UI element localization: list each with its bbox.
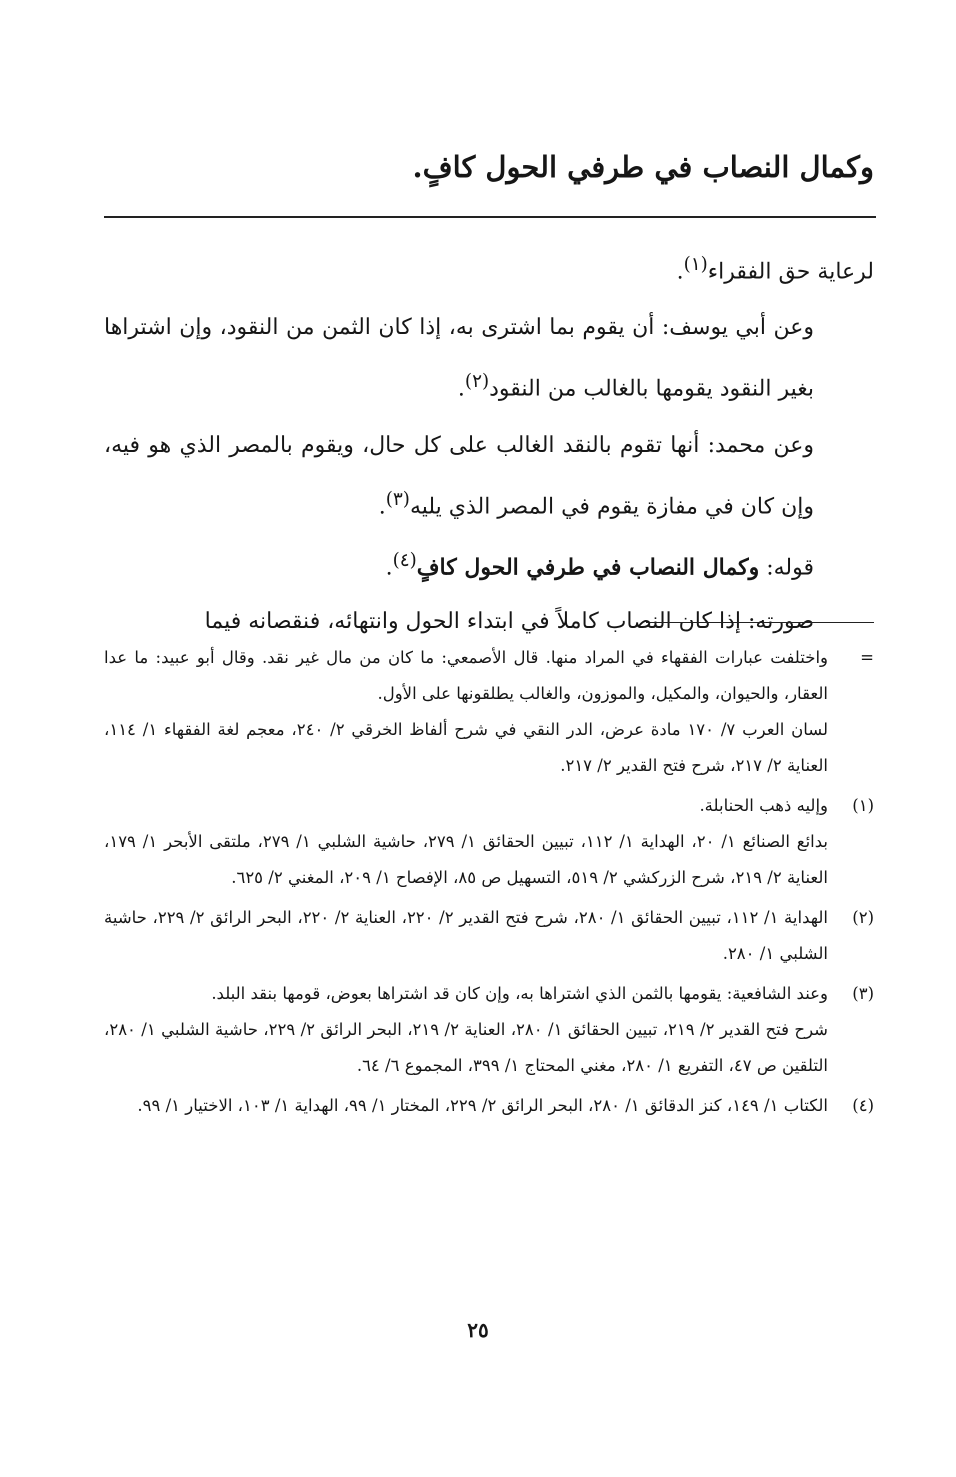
heading-divider (104, 216, 876, 218)
paragraph-1-text: لرعاية حق الفقراء (707, 259, 874, 285)
footnote-mark: (٤) (852, 1096, 874, 1115)
footnote-line: الكتاب ١/ ١٤٩، كنز الدقائق ١/ ٢٨٠، البحر الرائق ٢/ ٢٢٩، المختار ١/ ٩٩، الهداية ١/ ١٠٣، الاختيار ١/ ٩٩. (137, 1096, 828, 1115)
paragraph-3 (104, 419, 874, 534)
footnote-line: وعند الشافعية: يقومها بالثمن الذي اشتراها به، وإن كان قد اشتراها بعوض، قومها بنقد البلد. (211, 984, 828, 1003)
footnote-mark: (٢) (852, 908, 874, 927)
footnote-line: وإليه ذهب الحنابلة. (699, 796, 828, 815)
footnote-text (104, 788, 828, 896)
page-number: ٢٥ (467, 1318, 489, 1342)
paragraph-5: صورته: إذا كان النصاب كاملاً في ابتداء الحول وانتهائه، فنقصانه فيما (204, 609, 814, 635)
paragraph-2 (104, 301, 874, 416)
footnote-line: الهداية ١/ ١١٢، تبيين الحقائق ١/ ٢٨٠، شرح فتح القدير ٢/ ٢٢٠، العناية ٢/ ٢٢٠، البحر الرائق ٢/ ٢٢٩، حاشية الشلبي ١/ ٢٨٠. (104, 908, 828, 963)
footnote-text (104, 1088, 828, 1124)
quoted-text: وكمال النصاب في طرفي الحول كافٍ (416, 554, 760, 581)
footnote-ref-3: (٣) (385, 488, 410, 510)
footnote-4 (104, 1088, 874, 1124)
paragraph-3-text: وعن محمد: أنها تقوم بالنقد الغالب على كل حال، ويقوم بالمصر الذي هو فيه، وإن كان في مفازة يقوم في المصر الذي يليه (104, 432, 814, 519)
footnote-1 (104, 788, 874, 896)
period: . (378, 493, 386, 519)
footnote-line: شرح فتح القدير ٢/ ٢١٩، تبيين الحقائق ١/ ٢٨٠، العناية ٢/ ٢١٩، البحر الرائق ٢/ ٢٢٩، حاشية الشلبي ١/ ٢٨٠، التلقين ص ٤٧، التفريع ١/ ٢٨٠، مغني المحتاج ١/ ٣٩٩، المجموع ٦/ ٦٤. (104, 1020, 829, 1075)
footnote-mark: (٣) (852, 984, 874, 1003)
main-text (104, 238, 874, 649)
footnote-text (104, 976, 828, 1084)
paragraph-4 (104, 534, 874, 595)
footnote-line: بدائع الصنائع ١/ ٢٠، الهداية ١/ ١١٢، تبيين الحقائق ١/ ٢٧٩، حاشية الشلبي ١/ ٢٧٩، ملتقى الأبحر ١/ ١٧٩، العناية ٢/ ٢١٩، شرح الزركشي ٢/ ٥١٩، التسهيل ص ٨٥، الإفصاح ١/ ٢٠٩، المغني ٢/ ٦٢٥. (104, 832, 829, 887)
period: . (676, 259, 684, 285)
paragraph-1 (104, 238, 874, 299)
footnote-ref-2: (٢) (464, 371, 490, 393)
paragraph-2-text: وعن أبي يوسف: أن يقوم بما اشترى به، إذا كان الثمن من النقود، وإن اشتراها بغير النقود يقومها بالغالب من النقود (104, 315, 814, 402)
footnote-text (104, 900, 828, 972)
period: . (457, 376, 465, 402)
footnote-divider (646, 622, 874, 623)
footnote-text (104, 640, 828, 784)
footnote-mark: = (860, 648, 874, 667)
paragraph-4-prefix: قوله: (759, 555, 814, 581)
footnote-mark: (١) (852, 796, 874, 815)
footnote-line: لسان العرب ٧/ ١٧٠ مادة عرض، الدر النقي في شرح ألفاظ الخرقي ٢/ ٢٤٠، معجم لغة الفقهاء ١/ ١١٤، العناية ٢/ ٢١٧، شرح فتح القدير ٢/ ٢١٧. (104, 720, 829, 775)
footnote-ref-1: (١) (683, 254, 708, 275)
period: . (385, 555, 393, 581)
footnote-ref-4: (٤) (392, 549, 417, 571)
section-heading: وكمال النصاب في طرفي الحول كافٍ. (412, 150, 874, 184)
footnotes (104, 640, 874, 1128)
footnote-continued (104, 640, 874, 784)
footnote-3 (104, 976, 874, 1084)
footnote-2 (104, 900, 874, 972)
footnote-line: واختلفت عبارات الفقهاء في المراد منها. قال الأصمعي: ما كان من مال غير نقد. وقال أبو عبيد: ما عدا العقار، والحيوان، والمكيل، والموزون، والغالب يطلقونها على الأول. (104, 648, 828, 703)
